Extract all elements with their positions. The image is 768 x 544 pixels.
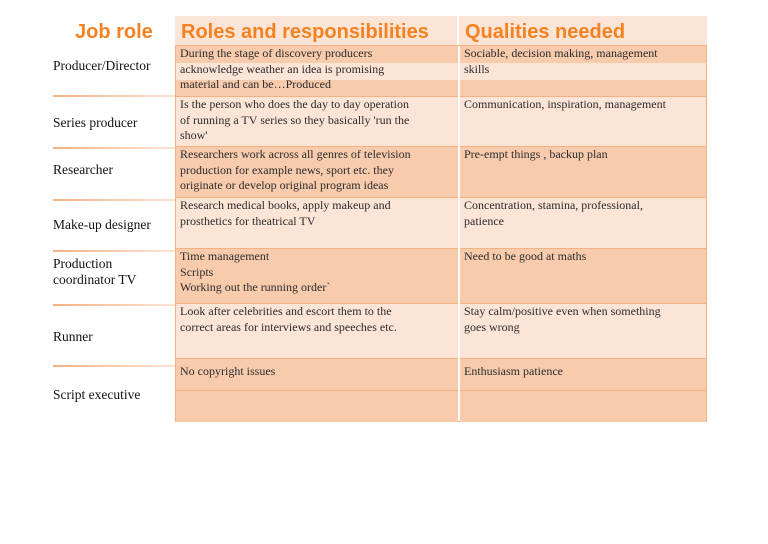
cell-line: No copyright issues — [180, 364, 276, 378]
table-row — [176, 97, 706, 146]
role-label-line: coordinator TV — [53, 272, 137, 287]
cell-line: Researchers work across all genres of television — [180, 147, 411, 161]
qualities-cell — [460, 359, 706, 421]
qualities-cell — [460, 97, 706, 146]
row-separator — [53, 250, 175, 252]
responsibilities-cell — [176, 359, 458, 421]
row-separator — [53, 304, 175, 306]
qualities-cell — [460, 147, 706, 197]
cell-line: material and can be…Produced — [180, 77, 331, 91]
row-separator — [53, 95, 175, 97]
cell-line: prosthetics for theatrical TV — [180, 213, 316, 228]
responsibilities-cell — [176, 304, 458, 358]
responsibilities-cell — [176, 46, 458, 96]
row-separator — [53, 199, 175, 201]
row-separator — [53, 147, 175, 149]
cell-line: originate or develop original program ideas — [180, 178, 389, 192]
responsibilities-cell — [176, 97, 458, 146]
header-qualities-needed: Qualities needed — [459, 16, 707, 48]
qualities-cell — [460, 46, 706, 96]
cell-line: Time management — [180, 249, 270, 263]
role-label: Script executive — [53, 387, 141, 402]
cell-line: of running a TV series so they basically 'run the — [180, 112, 410, 127]
role-label: Runner — [53, 329, 93, 344]
qualities-cell — [460, 249, 706, 303]
cell-line: Stay calm/positive even when something — [464, 304, 661, 318]
cell-line: Enthusiasm patience — [464, 364, 563, 378]
table-row — [176, 359, 706, 421]
cell-line: Communication, inspiration, management — [464, 97, 666, 111]
header-roles-responsibilities: Roles and responsibilities — [175, 16, 457, 48]
qualities-cell — [460, 198, 706, 248]
role-label: Producer/Director — [53, 58, 151, 73]
responsibilities-cell — [176, 198, 458, 248]
qualities-cell — [460, 304, 706, 358]
role-label: Make-up designer — [53, 217, 151, 232]
cell-line: Need to be good at maths — [464, 249, 587, 263]
cell-line: show' — [180, 128, 208, 142]
cell-line: During the stage of discovery producers — [180, 46, 373, 60]
role-label-line: Production — [53, 256, 113, 271]
cell-line: skills — [464, 61, 490, 76]
cell-line: acknowledge weather an idea is promising — [180, 61, 385, 76]
cell-line: Sociable, decision making, management — [464, 46, 658, 60]
table-row — [176, 46, 706, 96]
responsibilities-cell — [176, 147, 458, 197]
cell-line: patience — [464, 213, 504, 228]
table-row — [176, 304, 706, 358]
cell-line: Concentration, stamina, professional, — [464, 198, 643, 212]
header-job-role: Job role — [75, 21, 153, 43]
cell-line: Working out the running order` — [180, 280, 331, 294]
table-row — [176, 198, 706, 248]
cell-line: Scripts — [180, 264, 214, 279]
table-row — [176, 249, 706, 303]
roles-table — [175, 45, 707, 422]
cell-line: goes wrong — [464, 319, 520, 334]
row-separator — [53, 365, 175, 367]
cell-line: Look after celebrities and escort them to the — [180, 304, 392, 318]
table-row — [176, 147, 706, 197]
cell-line: correct areas for interviews and speeches etc. — [180, 319, 397, 334]
role-label: Series producer — [53, 115, 138, 130]
cell-line: Pre-empt things , backup plan — [464, 147, 608, 161]
cell-line: production for example news, sport etc. they — [180, 162, 394, 177]
cell-line: Is the person who does the day to day operation — [180, 97, 409, 111]
role-label-production-coordinator — [53, 256, 175, 288]
cell-line: Research medical books, apply makeup and — [180, 198, 391, 212]
responsibilities-cell — [176, 249, 458, 303]
role-label: Researcher — [53, 162, 113, 177]
